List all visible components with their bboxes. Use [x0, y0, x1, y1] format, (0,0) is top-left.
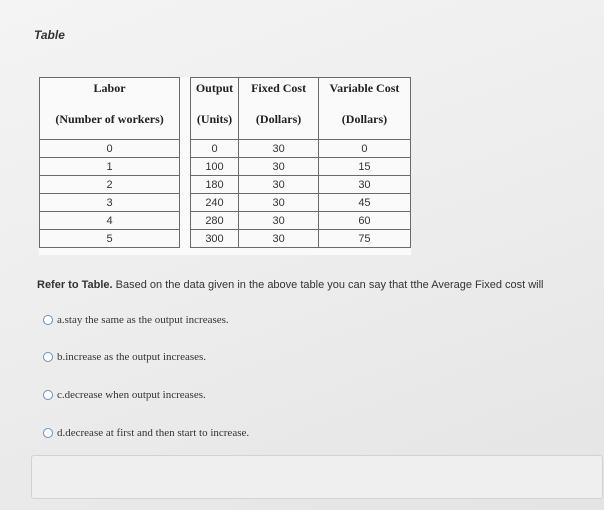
column-gap [180, 140, 191, 158]
subheader-labor: (Number of workers) [40, 99, 180, 140]
fixed-cost-cell: 30 [239, 176, 319, 194]
labor-cell: 5 [40, 230, 180, 248]
option-text: decrease when output increases. [64, 389, 206, 401]
fixed-cost-cell: 30 [239, 230, 319, 248]
column-gap [180, 230, 191, 248]
labor-cell: 1 [40, 158, 180, 176]
option-letter: a. [57, 314, 65, 326]
output-cell: 0 [190, 140, 239, 158]
fixed-cost-cell: 30 [239, 140, 319, 158]
answer-option-b[interactable] [43, 351, 206, 363]
labor-cell: 0 [40, 140, 180, 158]
section-label: Table [34, 28, 65, 42]
fixed-cost-cell: 30 [239, 158, 319, 176]
output-cell: 180 [190, 176, 239, 194]
option-letter: c. [57, 389, 65, 401]
header-fixed-cost: Fixed Cost [239, 78, 319, 100]
output-cell: 300 [190, 230, 239, 248]
table-row [40, 176, 411, 194]
subheader-variable-cost: (Dollars) [318, 99, 410, 140]
cost-table [39, 77, 411, 255]
option-letter: d. [57, 427, 66, 439]
table-row [40, 194, 411, 212]
answer-option-c[interactable] [43, 389, 206, 401]
option-text: increase as the output increases. [65, 351, 207, 363]
variable-cost-cell: 30 [318, 176, 410, 194]
answer-option-d[interactable] [43, 427, 249, 439]
option-letter: b. [57, 351, 66, 363]
table-row [40, 158, 411, 176]
variable-cost-cell: 15 [318, 158, 410, 176]
radio-button-icon[interactable] [43, 315, 53, 325]
fixed-cost-cell: 30 [239, 194, 319, 212]
variable-cost-cell: 60 [318, 212, 410, 230]
table-row [40, 230, 411, 248]
column-gap [180, 158, 191, 176]
header-labor: Labor [40, 78, 180, 100]
subheader-fixed-cost: (Dollars) [239, 99, 319, 140]
variable-cost-cell: 75 [318, 230, 410, 248]
option-text: decrease at first and then start to increase. [65, 427, 250, 439]
variable-cost-cell: 0 [318, 140, 410, 158]
radio-button-icon[interactable] [43, 390, 53, 400]
column-gap [180, 99, 191, 140]
variable-cost-cell: 45 [318, 194, 410, 212]
labor-cell: 2 [40, 176, 180, 194]
labor-cell: 4 [40, 212, 180, 230]
question-body: Based on the data given in the above table you can say that tthe Average Fixed cost will [112, 279, 544, 291]
answer-option-a[interactable] [43, 314, 229, 326]
column-gap [180, 194, 191, 212]
question-text [37, 279, 544, 291]
table-row [40, 140, 411, 158]
column-gap [180, 176, 191, 194]
fixed-cost-cell: 30 [239, 212, 319, 230]
labor-cell: 3 [40, 194, 180, 212]
output-cell: 240 [190, 194, 239, 212]
subheader-output: (Units) [190, 99, 239, 140]
cost-table-grid [39, 77, 411, 248]
header-variable-cost: Variable Cost [318, 78, 410, 100]
header-output: Output [190, 78, 239, 100]
column-gap [180, 78, 191, 100]
column-gap [180, 212, 191, 230]
option-text: stay the same as the output increases. [64, 314, 229, 326]
table-row [40, 212, 411, 230]
radio-button-icon[interactable] [43, 352, 53, 362]
question-prefix: Refer to Table. [37, 279, 113, 291]
radio-button-icon[interactable] [43, 428, 53, 438]
answer-footer-panel [31, 455, 603, 499]
output-cell: 280 [190, 212, 239, 230]
output-cell: 100 [190, 158, 239, 176]
